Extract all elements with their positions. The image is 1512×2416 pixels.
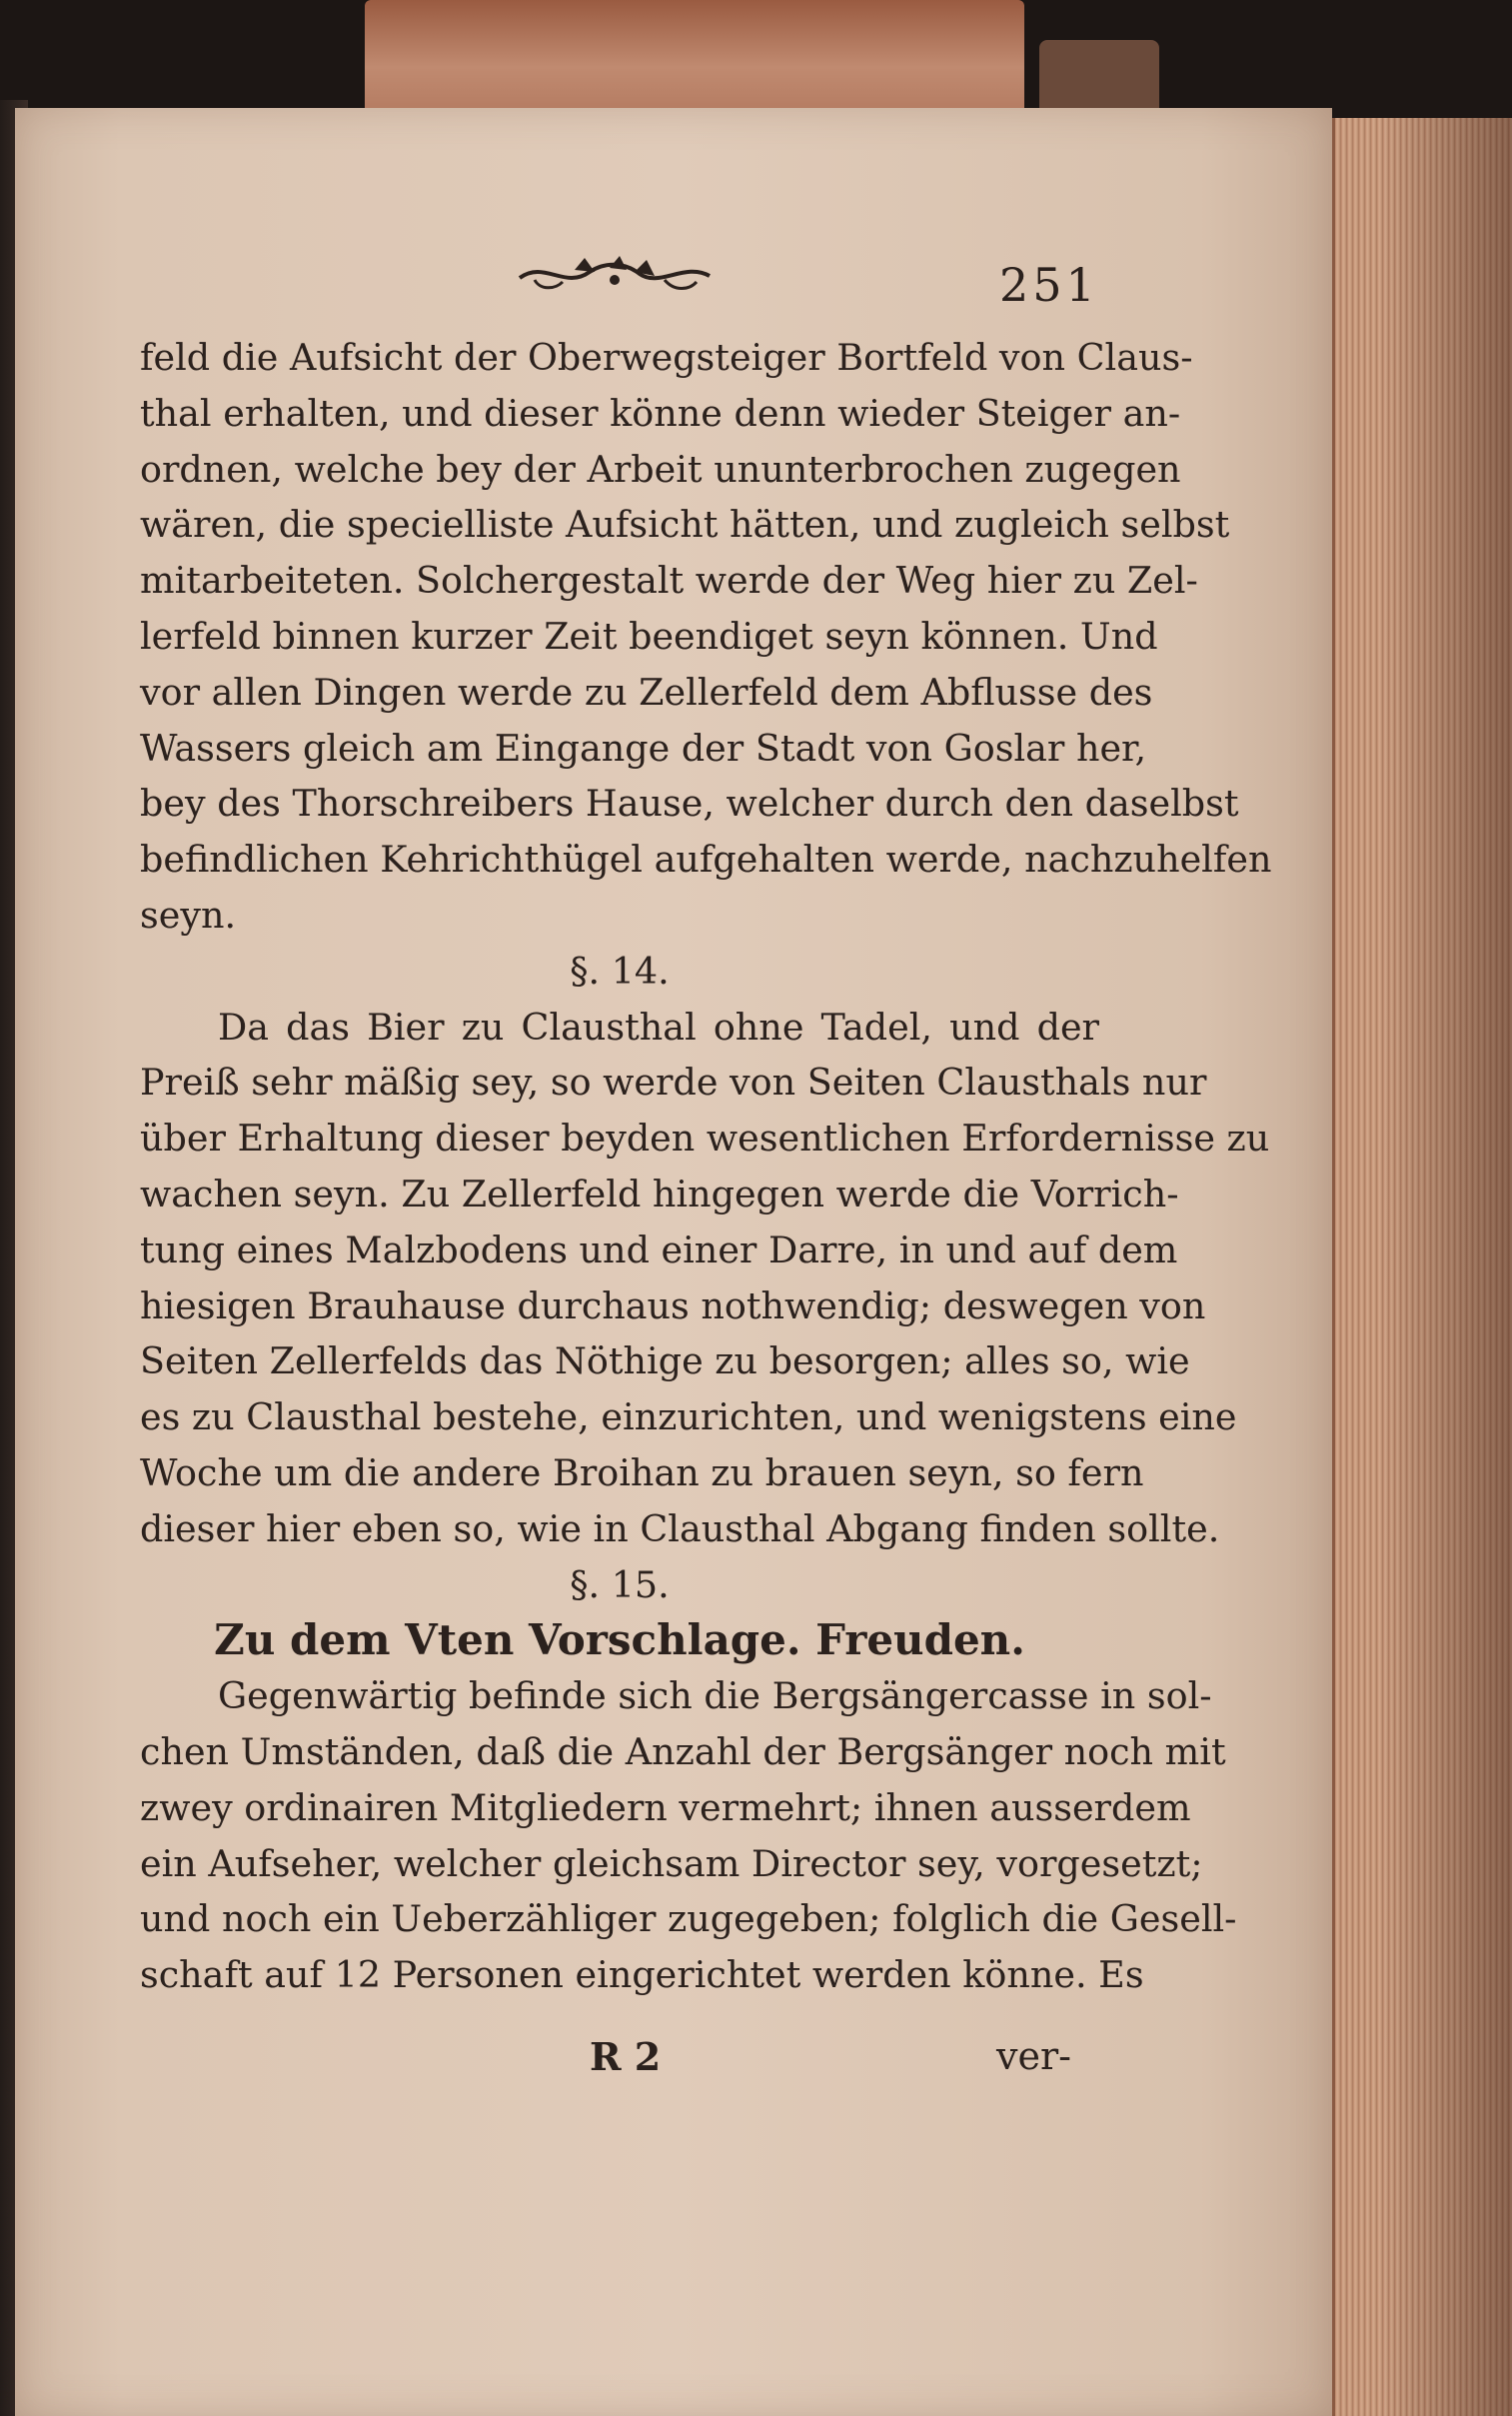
section-15-heading: §. 15. [570,1562,670,1606]
text-line: über Erhaltung dieser beyden wesentlichen Erfordernisse zu [140,1117,1270,1161]
text-line: vor allen Dingen werde zu Zellerfeld dem Abflusse des [140,670,1153,714]
signature-mark: R 2 [590,2034,662,2079]
text-line: zwey ordinairen Mitgliedern vermehrt; ihnen ausserdem [140,1785,1191,1829]
section-title: Zu dem Vten Vorschlage. Freuden. [214,1615,1025,1665]
text-line: lerfeld binnen kurzer Zeit beendiget seyn können. Und [140,614,1158,658]
text-line: ein Aufseher, welcher gleichsam Director sey, vorgesetzt; [140,1841,1203,1885]
catchword: ver- [996,2034,1071,2078]
page-text [140,330,1272,2003]
text-line: ordnen, welche bey der Arbeit ununterbrochen zugegen [140,447,1181,491]
text-line: mitarbeiteten. Solchergestalt werde der Weg hier zu Zel- [140,559,1198,603]
printers-ornament-icon [515,250,715,300]
torn-leaf-top [365,0,1024,112]
page-footer [140,2034,1099,2094]
text-line: hiesigen Brauhause durchaus nothwendig; deswegen von [140,1283,1206,1327]
text-line: es zu Clausthal bestehe, einzurichten, und wenigstens eine [140,1395,1237,1439]
text-line: schaft auf 12 Personen eingerichtet werden könne. Es [140,1953,1144,1997]
text-line: tung eines Malzbodens und einer Darre, in und auf dem [140,1227,1178,1271]
page-number: 251 [999,258,1099,312]
section-14-heading: §. 14. [570,949,670,993]
text-line: bey des Thorschreibers Hause, welcher durch den daselbst [140,782,1239,826]
text-line: feld die Aufsicht der Oberwegsteiger Bortfeld von Claus- [140,336,1193,379]
text-line: chen Umständen, daß die Anzahl der Bergsänger noch mit [140,1729,1226,1773]
text-line: Gegenwärtig befinde sich die Bergsängercasse in sol- [218,1674,1212,1718]
text-line: dieser hier eben so, wie in Clausthal Abgang finden sollte. [140,1506,1220,1550]
text-line: Da das Bier zu Clausthal ohne Tadel, und der [218,1005,1099,1049]
text-line: befindlichen Kehrichthügel aufgehalten werde, nachzuhelfen [140,838,1272,882]
text-line: wachen seyn. Zu Zellerfeld hingegen werde die Vorrich- [140,1172,1179,1215]
text-line: Wassers gleich am Eingange der Stadt von Goslar her, [140,726,1147,770]
text-line: Preiß sehr mäßig sey, so werde von Seiten Clausthals nur [140,1061,1207,1105]
text-line: wären, die specielliste Aufsicht hätten, und zugleich selbst [140,503,1230,547]
text-line: seyn. [140,893,237,937]
text-line: thal erhalten, und dieser könne denn wieder Steiger an- [140,391,1181,435]
text-line: Woche um die andere Broihan zu brauen seyn, so fern [140,1450,1144,1494]
text-line: und noch ein Ueberzähliger zugegeben; folglich die Gesell- [140,1897,1237,1941]
page-fore-edge-shade [1379,118,1512,2416]
text-line: Seiten Zellerfelds das Nöthige zu besorgen; alles so, wie [140,1339,1190,1383]
